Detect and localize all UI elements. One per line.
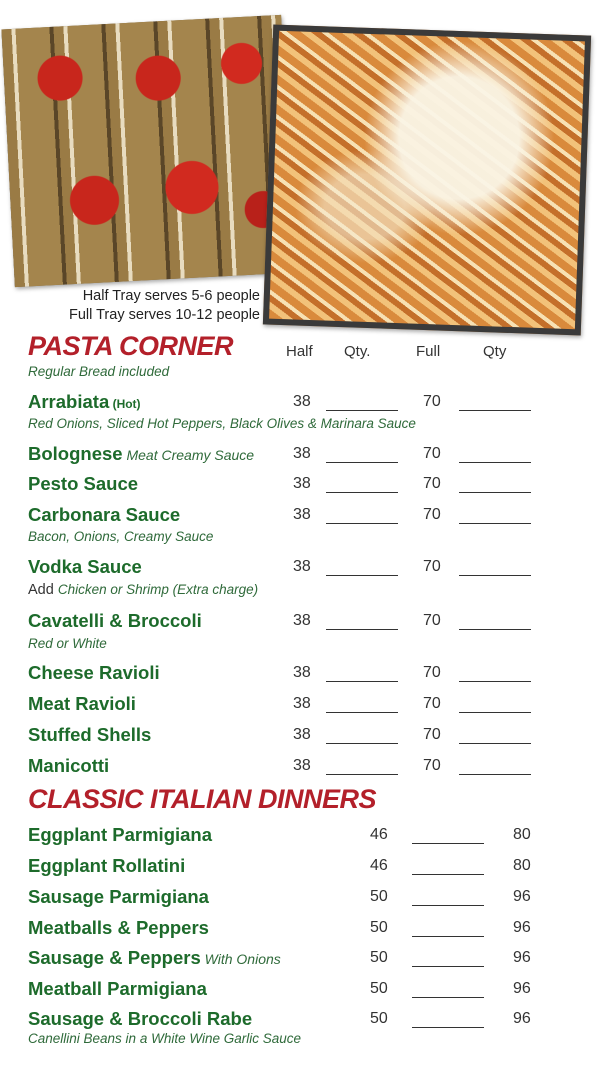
full-qty-blank[interactable] — [459, 681, 531, 682]
item-name — [28, 947, 281, 969]
full-price: 70 — [423, 475, 441, 492]
full-price: 96 — [513, 980, 531, 997]
eggplant-rollatini-photo — [1, 15, 294, 287]
half-qty-blank[interactable] — [412, 843, 484, 844]
item-name — [28, 391, 141, 413]
full-price: 70 — [423, 695, 441, 712]
half-price: 38 — [293, 664, 311, 681]
item-name — [28, 886, 209, 908]
full-qty-blank[interactable] — [459, 774, 531, 775]
menu-item-row — [0, 886, 600, 910]
half-price: 38 — [293, 506, 311, 523]
half-price: 38 — [293, 695, 311, 712]
half-qty-blank[interactable] — [326, 523, 398, 524]
item-description — [28, 582, 258, 598]
menu-item-row — [0, 824, 600, 848]
col-half-header: Half — [286, 343, 313, 360]
item-title: Eggplant Parmigiana — [28, 824, 213, 845]
item-title: Sausage & Broccoli Rabe — [28, 1008, 253, 1029]
menu-item-row — [0, 504, 600, 528]
baked-ziti-photo — [263, 25, 591, 336]
full-price: 70 — [423, 445, 441, 462]
half-price: 50 — [370, 1010, 388, 1027]
item-name — [28, 917, 209, 939]
full-price: 70 — [423, 506, 441, 523]
item-title: Eggplant Rollatini — [28, 855, 186, 876]
hot-tag: (Hot) — [109, 397, 141, 411]
menu-item-row — [0, 610, 600, 634]
item-name — [28, 978, 207, 1000]
half-price: 46 — [370, 826, 388, 843]
desc-text: Chicken or Shrimp (Extra charge) — [57, 582, 259, 597]
item-title: Sausage Parmigiana — [28, 886, 209, 907]
half-price: 50 — [370, 980, 388, 997]
item-title: Meatballs & Peppers — [28, 917, 209, 938]
full-qty-blank[interactable] — [459, 629, 531, 630]
menu-item-row — [0, 662, 600, 686]
desc-text: Red or White — [28, 636, 107, 651]
half-price: 38 — [293, 558, 311, 575]
item-title: Manicotti — [28, 755, 110, 776]
desc-prefix: Add — [28, 582, 58, 598]
full-price: 70 — [423, 558, 441, 575]
col-full-header: Full — [416, 343, 441, 360]
full-price: 70 — [423, 726, 441, 743]
half-tray-note: Half Tray serves 5-6 people — [82, 288, 260, 304]
half-price: 38 — [293, 726, 311, 743]
half-price: 38 — [293, 475, 311, 492]
item-description — [28, 1031, 301, 1046]
item-title: Meatball Parmigiana — [28, 978, 207, 999]
menu-item-row — [0, 556, 600, 580]
half-price: 50 — [370, 949, 388, 966]
half-qty-blank[interactable] — [326, 712, 398, 713]
half-price: 38 — [293, 757, 311, 774]
item-description — [28, 416, 416, 431]
half-qty-blank[interactable] — [326, 681, 398, 682]
menu-item-row — [0, 473, 600, 497]
menu-item-row — [0, 724, 600, 748]
half-qty-blank[interactable] — [412, 905, 484, 906]
menu-item-row — [0, 855, 600, 879]
item-name — [28, 473, 138, 495]
full-qty-blank[interactable] — [459, 712, 531, 713]
bread-note: Regular Bread included — [28, 364, 170, 379]
half-qty-blank[interactable] — [326, 743, 398, 744]
desc-text: Bacon, Onions, Creamy Sauce — [28, 529, 214, 544]
full-qty-blank[interactable] — [459, 492, 531, 493]
item-title: Vodka Sauce — [28, 556, 142, 577]
item-title: Meat Ravioli — [28, 693, 136, 714]
desc-text: Red Onions, Sliced Hot Peppers, Black Olives & Marinara Sauce — [28, 416, 416, 431]
half-qty-blank[interactable] — [326, 462, 398, 463]
full-price: 96 — [513, 949, 531, 966]
item-name — [28, 662, 160, 684]
item-name — [28, 504, 180, 526]
item-title: Sausage & Peppers — [28, 947, 201, 968]
menu-item-row — [0, 391, 600, 415]
item-name — [28, 824, 212, 846]
item-title: Bolognese — [28, 443, 123, 464]
item-name — [28, 1008, 252, 1030]
half-qty-blank[interactable] — [412, 1027, 484, 1028]
half-qty-blank[interactable] — [412, 874, 484, 875]
full-price: 70 — [423, 664, 441, 681]
half-price: 38 — [293, 445, 311, 462]
half-qty-blank[interactable] — [326, 410, 398, 411]
half-price: 50 — [370, 888, 388, 905]
item-name — [28, 724, 151, 746]
full-qty-blank[interactable] — [459, 575, 531, 576]
item-title: Cheese Ravioli — [28, 662, 160, 683]
item-description — [28, 636, 107, 651]
full-price: 70 — [423, 612, 441, 629]
menu-item-row — [0, 755, 600, 779]
item-name — [28, 556, 142, 578]
item-name — [28, 610, 202, 632]
full-price: 80 — [513, 826, 531, 843]
classic-dinners-title: CLASSIC ITALIAN DINNERS — [28, 784, 377, 814]
item-title: Pesto Sauce — [28, 473, 139, 494]
menu-item-row — [0, 443, 600, 467]
item-description — [28, 529, 213, 544]
item-name — [28, 443, 254, 465]
col-qty-header: Qty. — [344, 343, 371, 360]
half-qty-blank[interactable] — [412, 997, 484, 998]
menu-item-row — [0, 978, 600, 1002]
half-qty-blank[interactable] — [326, 774, 398, 775]
half-price: 50 — [370, 919, 388, 936]
item-name — [28, 693, 136, 715]
item-title: Carbonara Sauce — [28, 504, 181, 525]
full-price: 96 — [513, 919, 531, 936]
item-name — [28, 855, 185, 877]
half-price: 38 — [293, 612, 311, 629]
full-price: 70 — [423, 757, 441, 774]
full-qty-blank[interactable] — [459, 462, 531, 463]
col-qty2-header: Qty — [483, 343, 507, 360]
full-price: 70 — [423, 393, 441, 410]
half-qty-blank[interactable] — [412, 936, 484, 937]
item-extra-note: Meat Creamy Sauce — [122, 447, 255, 463]
item-title: Stuffed Shells — [28, 724, 152, 745]
menu-item-row — [0, 947, 600, 971]
pasta-corner-title: PASTA CORNER — [28, 331, 234, 361]
item-title: Arrabiata — [28, 391, 110, 412]
half-price: 46 — [370, 857, 388, 874]
item-name — [28, 755, 109, 777]
full-price: 96 — [513, 888, 531, 905]
full-qty-blank[interactable] — [459, 523, 531, 524]
half-qty-blank[interactable] — [326, 575, 398, 576]
full-qty-blank[interactable] — [459, 743, 531, 744]
full-price: 80 — [513, 857, 531, 874]
menu-item-row — [0, 917, 600, 941]
half-qty-blank[interactable] — [326, 629, 398, 630]
item-extra-note: With Onions — [200, 951, 281, 967]
item-title: Cavatelli & Broccoli — [28, 610, 202, 631]
full-price: 96 — [513, 1010, 531, 1027]
full-qty-blank[interactable] — [459, 410, 531, 411]
menu-item-row — [0, 693, 600, 717]
full-tray-note: Full Tray serves 10-12 people — [68, 307, 260, 323]
half-qty-blank[interactable] — [412, 966, 484, 967]
desc-text: Canellini Beans in a White Wine Garlic Sauce — [28, 1031, 302, 1046]
menu-item-row — [0, 1008, 600, 1032]
half-price: 38 — [293, 393, 311, 410]
half-qty-blank[interactable] — [326, 492, 398, 493]
